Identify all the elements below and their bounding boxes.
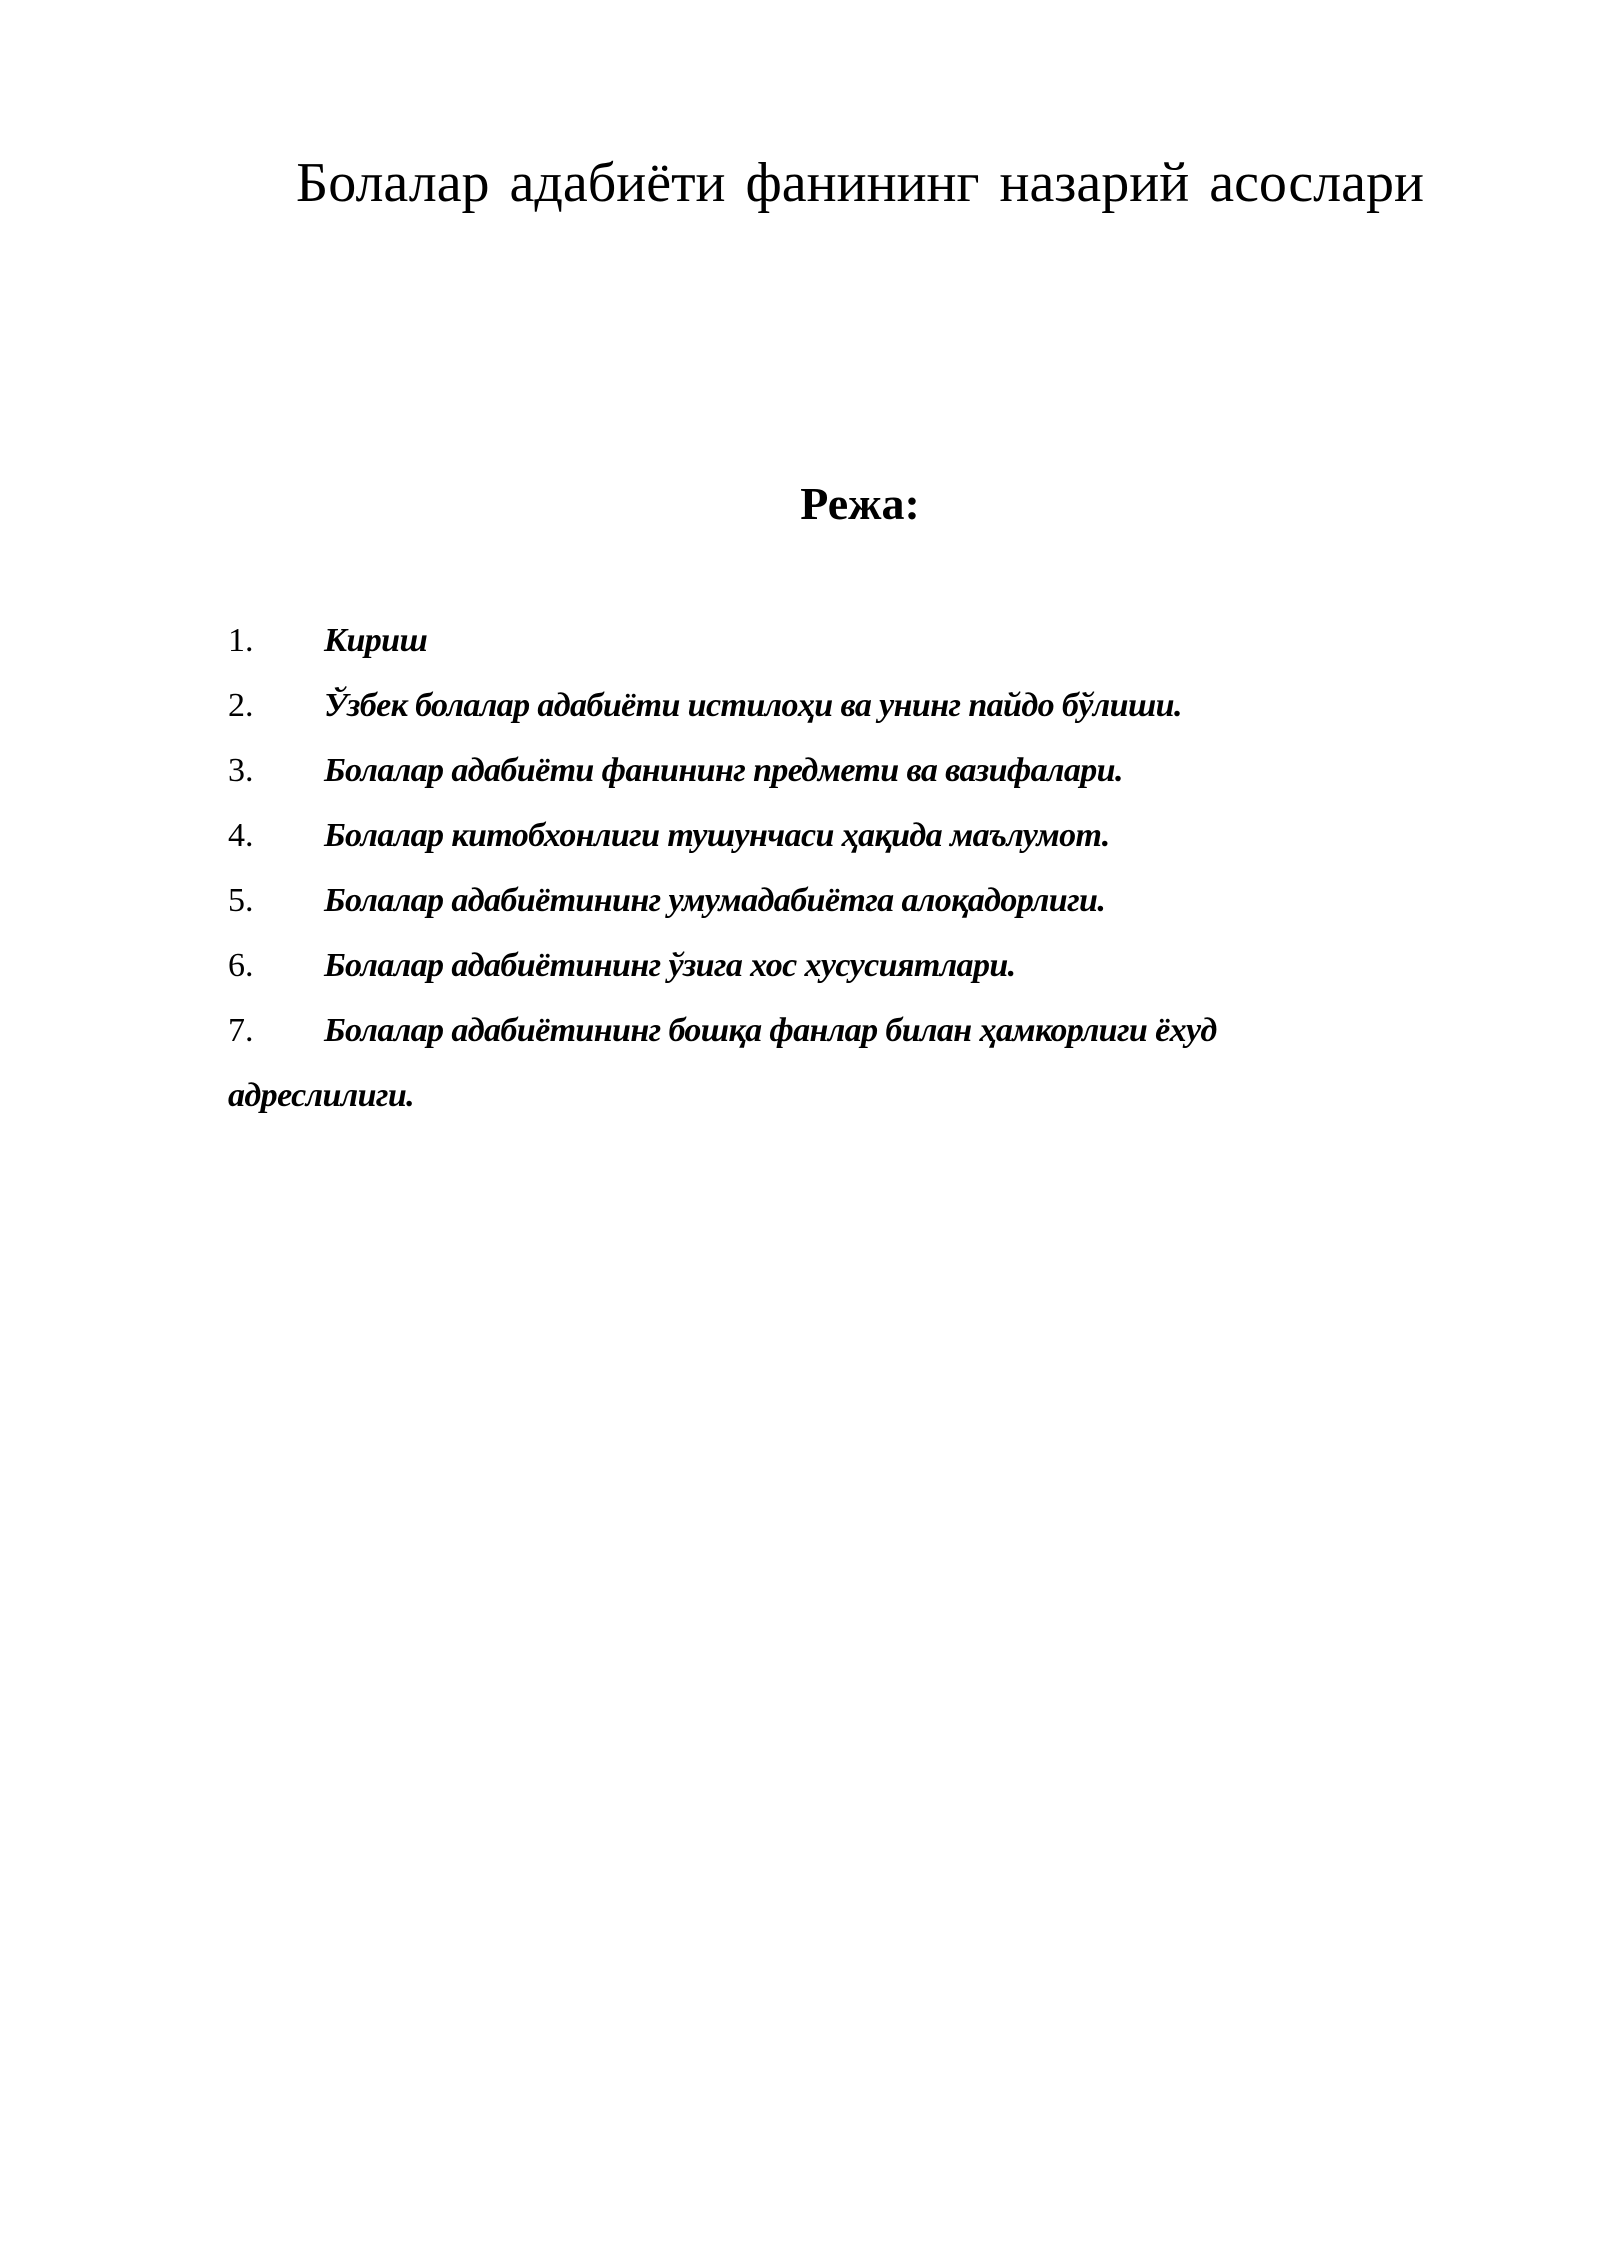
plan-item-text: Болалар адабиёти фанининг предмети ва вазифалари. (324, 752, 1123, 789)
plan-item (228, 680, 1428, 745)
plan-item-number: 2. (228, 687, 254, 724)
plan-list (228, 615, 1428, 1135)
plan-item-number: 1. (228, 622, 254, 659)
plan-item-number: 6. (228, 947, 254, 984)
plan-item-text-continuation: адреслилиги. (228, 1077, 415, 1114)
plan-item-number: 5. (228, 882, 254, 919)
plan-item-number: 3. (228, 752, 254, 789)
plan-item (228, 615, 1428, 680)
plan-item-number: 7. (228, 1012, 254, 1049)
plan-item-text: Кириш (324, 622, 428, 659)
document-title: Болалар адабиёти фанининг назарий асослари (296, 152, 1424, 214)
plan-item-number: 4. (228, 817, 254, 854)
plan-item (228, 940, 1428, 1005)
plan-item (228, 810, 1428, 875)
plan-item-text: Болалар китобхонлиги тушунчаси ҳақида маълумот. (324, 817, 1110, 854)
plan-item (228, 875, 1428, 940)
plan-item-text: Ўзбек болалар адабиёти истилоҳи ва унинг пайдо бўлиши. (324, 687, 1182, 724)
plan-item-text: Болалар адабиётининг бошқа фанлар билан ҳамкорлиги ёхуд (324, 1012, 1217, 1049)
plan-item-text: Болалар адабиётининг умумадабиётга алоқадорлиги. (324, 882, 1106, 919)
plan-item (228, 745, 1428, 810)
plan-heading: Режа: (800, 478, 920, 529)
plan-item (228, 1005, 1428, 1135)
plan-item-text: Болалар адабиётининг ўзига хос хусусиятлари. (324, 947, 1016, 984)
